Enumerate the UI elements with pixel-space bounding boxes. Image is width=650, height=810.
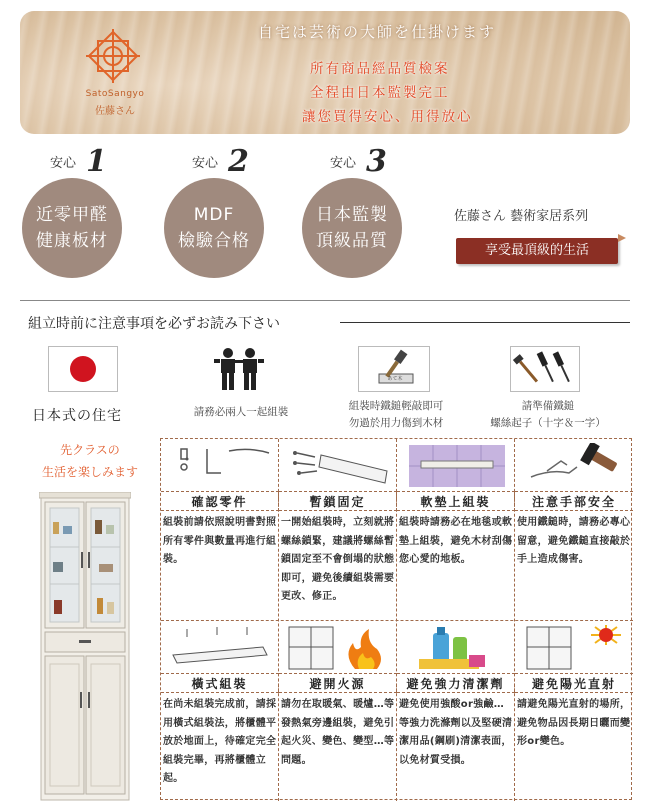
- tip-title-2: 暫鎖固定: [279, 491, 397, 511]
- banner-title: 自宅は芸術の大師を仕掛けます: [258, 23, 497, 41]
- feature-1: [22, 144, 146, 282]
- tip-desc-2: 一開始組裝時，立刻就將螺絲鎖緊，建議將螺絲暫鎖固定至不會倒塌的狀態即可，避免後續組裝需要更改、修正。: [281, 517, 395, 602]
- feature-number: 3: [366, 144, 387, 179]
- logo-brand-text: SatoSangyo: [85, 89, 145, 99]
- label-two-people: 請務必兩人一起組裝: [193, 406, 289, 418]
- sato-logo-icon: [82, 25, 144, 87]
- label-tools-line-1: 請準備鐵鎚: [521, 400, 575, 412]
- screws-board-icon: [285, 443, 393, 489]
- two-people-icon: [204, 346, 274, 392]
- banner-line-3: 讓您買得安心、用得放心: [302, 109, 473, 125]
- tagline-line-2: 生活を楽しみます: [41, 465, 138, 479]
- feature-line-1: 日本監製: [316, 205, 388, 225]
- hammer-icon: [358, 346, 430, 392]
- tip-desc-7: 避免使用強酸or強鹼…等強力洗滌劑以及堅硬清潔用品(鋼刷)清潔表面，以免材質受損。: [399, 699, 513, 766]
- tip-desc-4: 使用鐵鎚時，請務必專心留意，避免鐵鎚直接敲於手上造成傷害。: [517, 517, 631, 565]
- label-tools: [470, 398, 626, 432]
- tip-title-3: 軟墊上組裝: [397, 491, 515, 511]
- label-tools-line-2: 螺絲起子（十字＆一字）: [490, 417, 606, 429]
- banner-line-2: 全程由日本監製完工: [310, 85, 450, 101]
- label-hammer: [322, 398, 470, 432]
- horizontal-assembly-icon: [167, 625, 275, 671]
- soft-mat-icon: [403, 443, 511, 489]
- tip-title-8: 避免陽光直射: [515, 673, 633, 693]
- tip-desc-8: 請避免陽光直射的場所，避免物品因長期日曬而變形or變色。: [517, 699, 631, 747]
- cabinet-image: [39, 492, 131, 802]
- tip-desc-5: 在尚未組裝完成前，請採用橫式組裝法，將櫃體平放於地面上，待確定完全組裝完畢，再將櫃體立起。: [163, 699, 277, 784]
- series-ribbon: 享受最頂級的生活: [456, 238, 618, 264]
- label-hammer-line-1: 組裝時鐵鎚輕敲即可: [348, 400, 444, 412]
- tips-grid: [160, 438, 632, 800]
- tip-title-4: 注意手部安全: [515, 491, 633, 511]
- label-hammer-line-2: 勿過於用力傷到木材: [348, 417, 444, 429]
- japan-flag-icon: [48, 346, 118, 392]
- sunlight-icon: [521, 625, 629, 671]
- tip-title-7: 避免強力清潔劑: [397, 673, 515, 693]
- tip-desc-3: 組裝時請務必在地毯或軟墊上組裝，避免木材刮傷您心愛的地板。: [399, 517, 513, 565]
- tip-desc-1: 組裝前請依照說明書對照所有零件與數量再進行組裝。: [163, 517, 277, 565]
- tagline-line-1: 先クラスの: [60, 443, 120, 457]
- feature-line-1: MDF: [193, 205, 235, 225]
- fire-icon: [285, 625, 393, 671]
- screwdriver-icon: [510, 346, 580, 392]
- feature-line-2: 檢驗合格: [178, 231, 250, 251]
- feature-circle: [302, 178, 402, 278]
- parts-icon: [167, 443, 275, 489]
- feature-line-2: 頂級品質: [316, 231, 388, 251]
- feature-circle: [22, 178, 122, 278]
- feature-number: 1: [86, 144, 107, 179]
- series-brand: 佐藤さん 藝術家居系列: [454, 209, 589, 224]
- feature-3: [302, 144, 426, 282]
- tip-title-6: 避開火源: [279, 673, 397, 693]
- feature-2: [164, 144, 288, 282]
- hand-hammer-icon: [521, 443, 629, 489]
- feature-number: 2: [228, 144, 249, 179]
- banner: [20, 11, 630, 134]
- tip-title-5: 橫式組裝: [161, 673, 279, 693]
- notice-title: 組立時前に注意事項を必ずお読み下さい: [28, 316, 280, 332]
- feature-tag: 安心: [330, 156, 357, 171]
- banner-line-1: 所有商品經品質檢案: [310, 61, 450, 77]
- feature-tag: 安心: [50, 156, 77, 171]
- label-japanese-home: 日本式の住宅: [32, 408, 122, 424]
- tip-desc-6: 請勿在取暖氣、暖爐…等發熱氣旁邊組裝，避免引起火災、變色、變型…等問題。: [281, 699, 395, 766]
- notice-rule: [340, 322, 630, 323]
- feature-circle: [164, 178, 264, 278]
- cleaner-icon: [403, 625, 511, 671]
- feature-line-2: 健康板材: [36, 231, 108, 251]
- section-divider: [20, 300, 630, 301]
- svg-text:あて木: あて木: [387, 376, 403, 382]
- logo-jp-text: 佐藤さん: [95, 106, 135, 117]
- grid-row-sep: [161, 620, 633, 621]
- feature-tag: 安心: [192, 156, 219, 171]
- tip-title-1: 確認零件: [161, 491, 279, 511]
- feature-line-1: 近零甲醛: [36, 205, 108, 225]
